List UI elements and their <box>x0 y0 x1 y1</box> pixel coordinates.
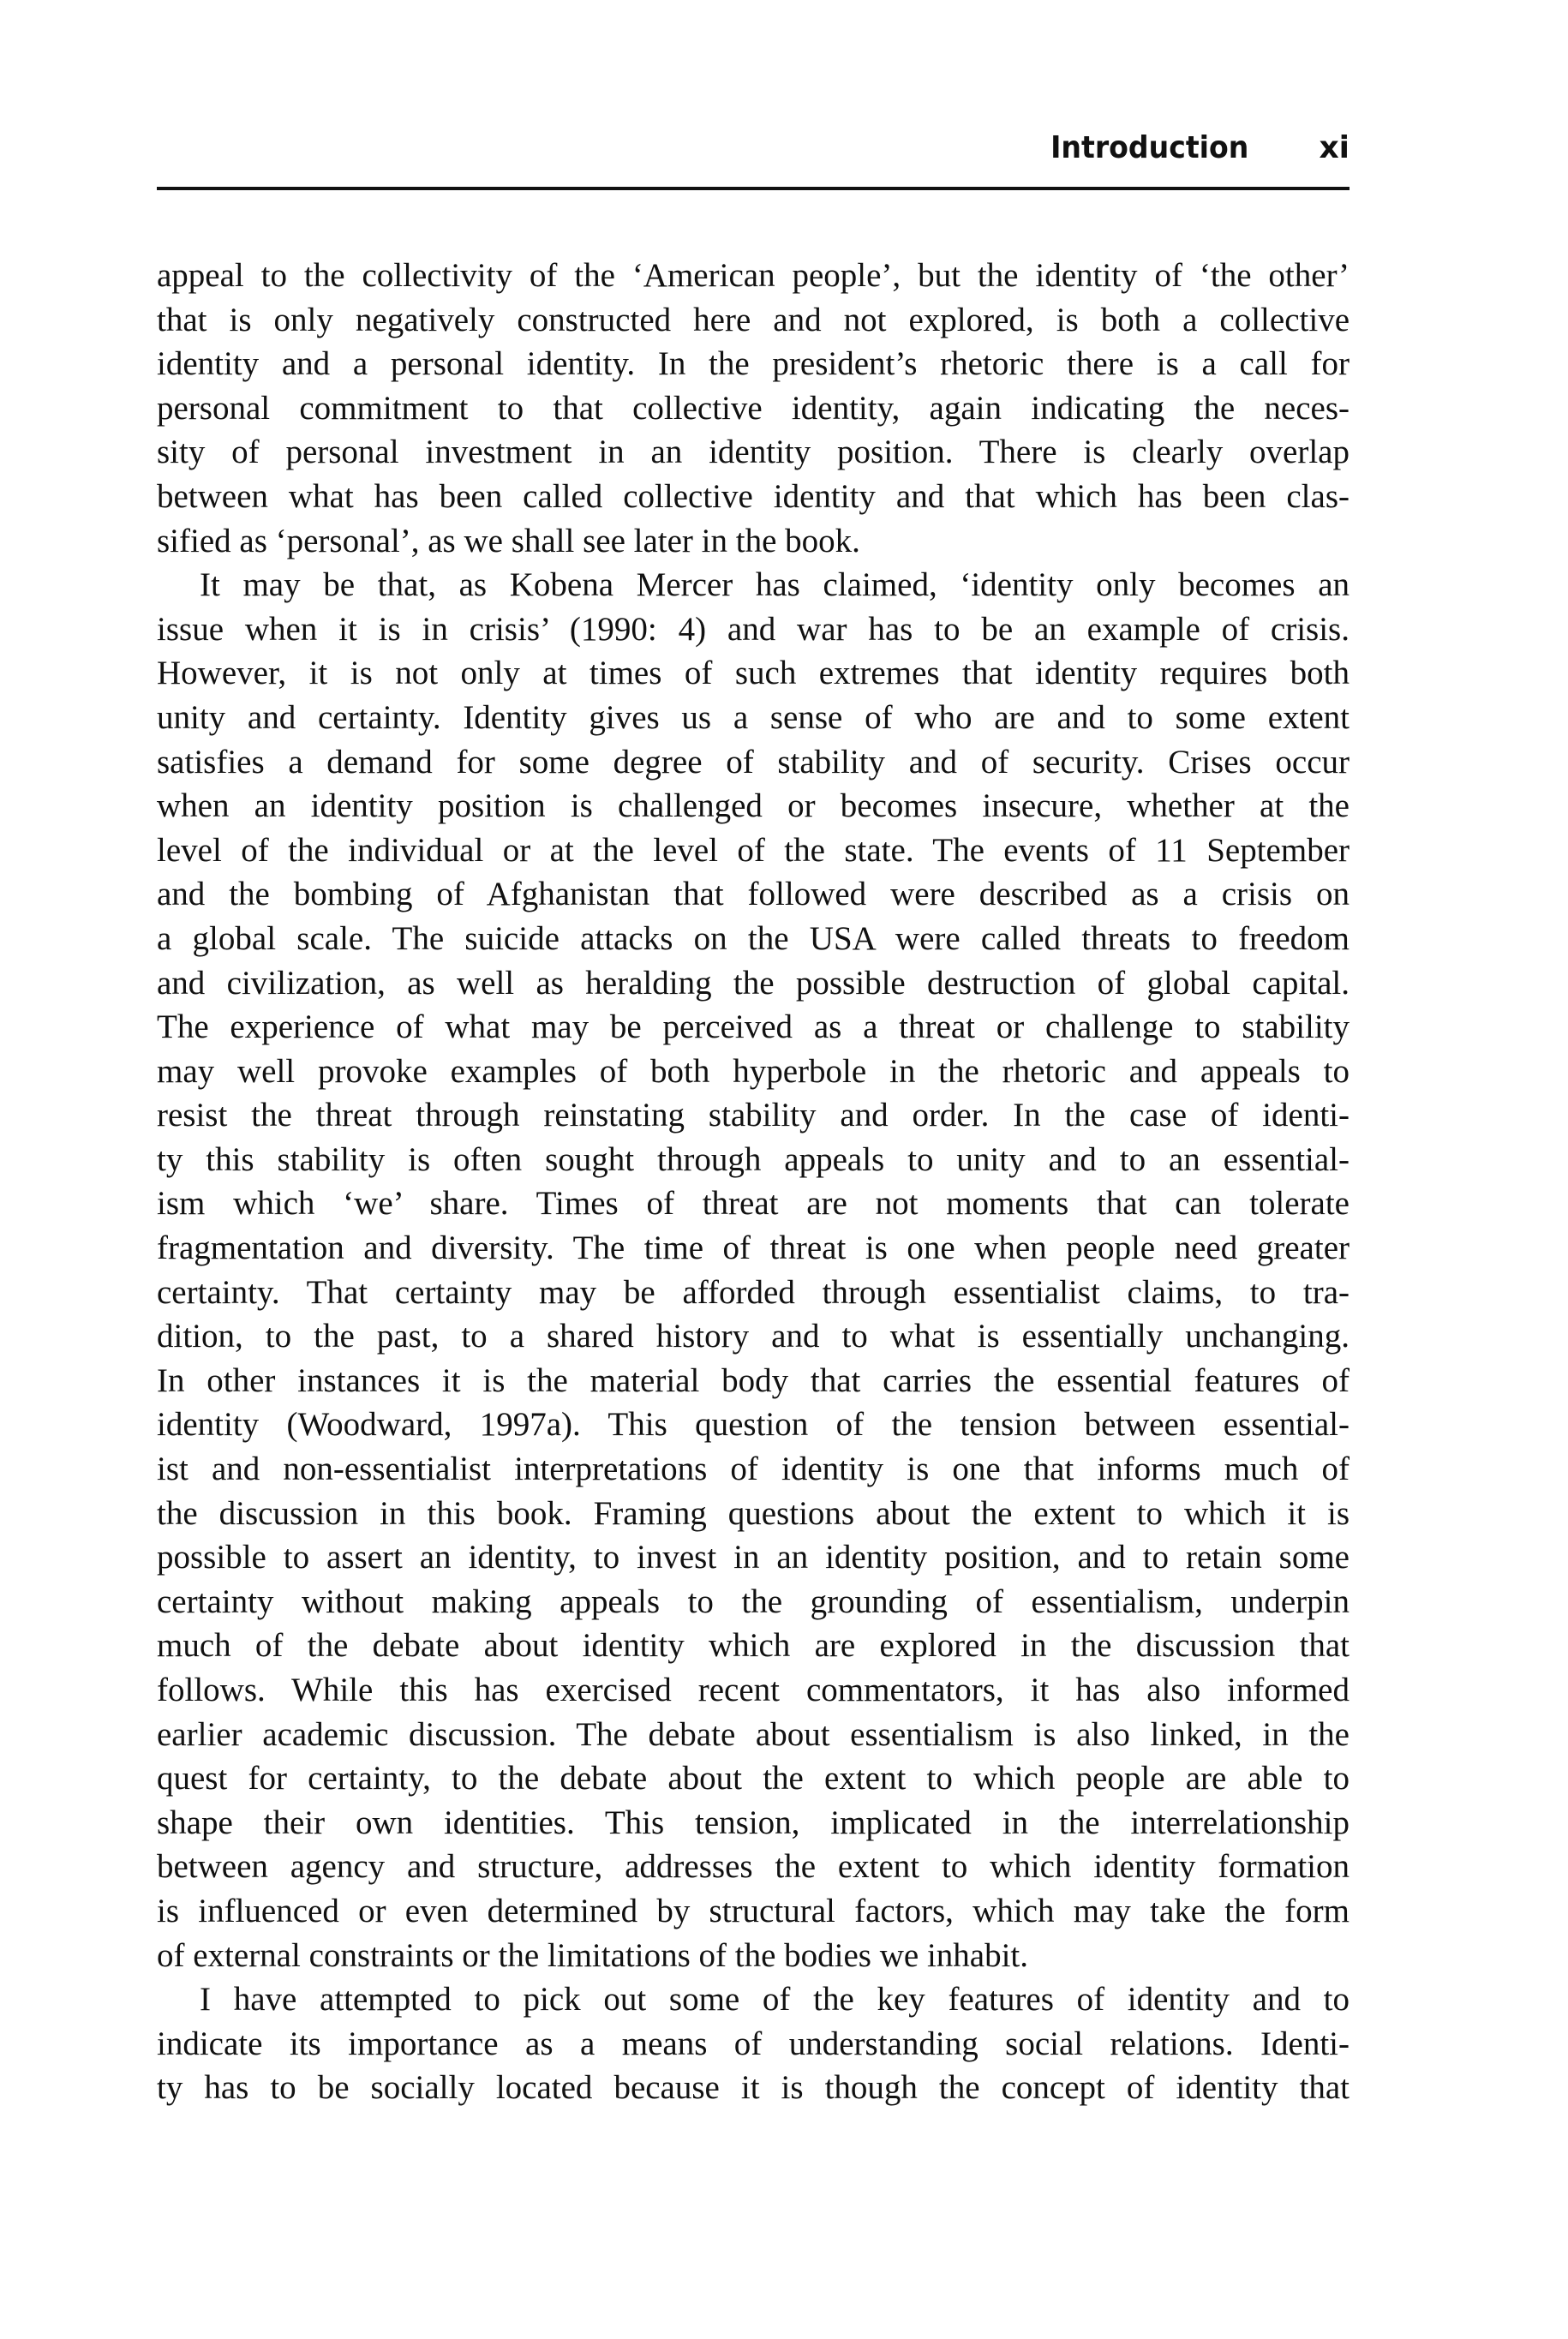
text-line: sified as ‘personal’, as we shall see later in the book. <box>157 522 860 559</box>
text-line: earlier academic discussion. The debate about essentialism is also linked, in the <box>157 1715 1350 1753</box>
text-line: quest for certainty, to the debate about the extent to which people are able to <box>157 1760 1350 1798</box>
text-line: satisfies a demand for some degree of stability and of security. Crises occur <box>157 743 1350 781</box>
text-line: It may be that, as Kobena Mercer has claimed, ‘identity only becomes an <box>200 566 1350 604</box>
text-line: fragmentation and diversity. The time of threat is one when people need greater <box>157 1229 1350 1267</box>
running-header <box>157 120 1350 190</box>
text-line: ty this stability is often sought through appeals to unity and to an essential- <box>157 1140 1350 1178</box>
text-line: the discussion in this book. Framing questions about the extent to which it is <box>157 1494 1350 1532</box>
text-line: resist the threat through reinstating stability and order. In the case of identi- <box>157 1097 1350 1134</box>
page-number: xi <box>1319 130 1350 165</box>
text-line: unity and certainty. Identity gives us a sense of who are and to some extent <box>157 698 1350 736</box>
text-line: ism which ‘we’ share. Times of threat are not moments that can tolerate <box>157 1185 1350 1223</box>
text-line: when an identity position is challenged or becomes insecure, whether at the <box>157 787 1350 825</box>
paragraph <box>157 563 1350 1977</box>
text-line: a global scale. The suicide attacks on the USA were called threats to freedom <box>157 919 1350 957</box>
text-line: shape their own identities. This tension, implicated in the interrelationship <box>157 1804 1350 1841</box>
running-title: Introduction <box>1050 130 1248 165</box>
text-line: certainty without making appeals to the grounding of essentialism, underpin <box>157 1582 1350 1620</box>
text-line: between what has been called collective identity and that which has been clas- <box>157 477 1350 515</box>
text-line: However, it is not only at times of such extremes that identity requires both <box>157 655 1350 692</box>
text-line: I have attempted to pick out some of the key features of identity and to <box>200 1981 1350 2019</box>
text-line: of external constraints or the limitations of the bodies we inhabit. <box>157 1936 1029 1974</box>
text-line: identity and a personal identity. In the president’s rhetoric there is a call for <box>157 345 1350 383</box>
text-line: certainty. That certainty may be afforded through essentialist claims, to tra- <box>157 1273 1350 1311</box>
text-line: personal commitment to that collective identity, again indicating the neces- <box>157 389 1350 427</box>
text-line: follows. While this has exercised recent commentators, it has also informed <box>157 1672 1350 1708</box>
paragraph <box>157 254 1350 563</box>
text-line: identity (Woodward, 1997a). This question of the tension between essential- <box>157 1406 1350 1444</box>
text-line: may well provoke examples of both hyperbole in the rhetoric and appeals to <box>157 1052 1350 1090</box>
paragraph-container <box>157 254 1350 2110</box>
paragraph <box>157 1977 1350 2110</box>
text-line: is influenced or even determined by structural factors, which may take the form <box>157 1892 1350 1929</box>
text-line: level of the individual or at the level of the state. The events of 11 September <box>157 831 1350 869</box>
text-line: possible to assert an identity, to invest in an identity position, and to retain some <box>157 1539 1350 1576</box>
body-text <box>157 254 1350 2110</box>
text-line: and civilization, as well as heralding the possible destruction of global capital. <box>157 964 1350 1002</box>
text-line: ty has to be socially located because it is though the concept of identity that <box>157 2069 1350 2107</box>
text-line: appeal to the collectivity of the ‘American people’, but the identity of ‘the other’ <box>157 257 1350 294</box>
text-line: dition, to the past, to a shared history and to what is essentially unchanging. <box>157 1318 1350 1355</box>
text-line: and the bombing of Afghanistan that followed were described as a crisis on <box>157 876 1350 913</box>
text-line: between agency and structure, addresses the extent to which identity formation <box>157 1848 1350 1886</box>
text-line: sity of personal investment in an identity position. There is clearly overlap <box>157 434 1350 471</box>
text-line: issue when it is in crisis’ (1990: 4) and war has to be an example of crisis. <box>157 610 1350 648</box>
text-line: The experience of what may be perceived as a threat or challenge to stability <box>157 1008 1350 1046</box>
text-line: that is only negatively constructed here and not explored, is both a collective <box>157 301 1350 338</box>
text-line: ist and non-essentialist interpretations of identity is one that informs much of <box>157 1451 1350 1488</box>
text-line: much of the debate about identity which are explored in the discussion that <box>157 1627 1350 1665</box>
text-line: In other instances it is the material body that carries the essential features of <box>157 1361 1350 1399</box>
text-line: indicate its importance as a means of understanding social relations. Identi- <box>157 2025 1350 2062</box>
